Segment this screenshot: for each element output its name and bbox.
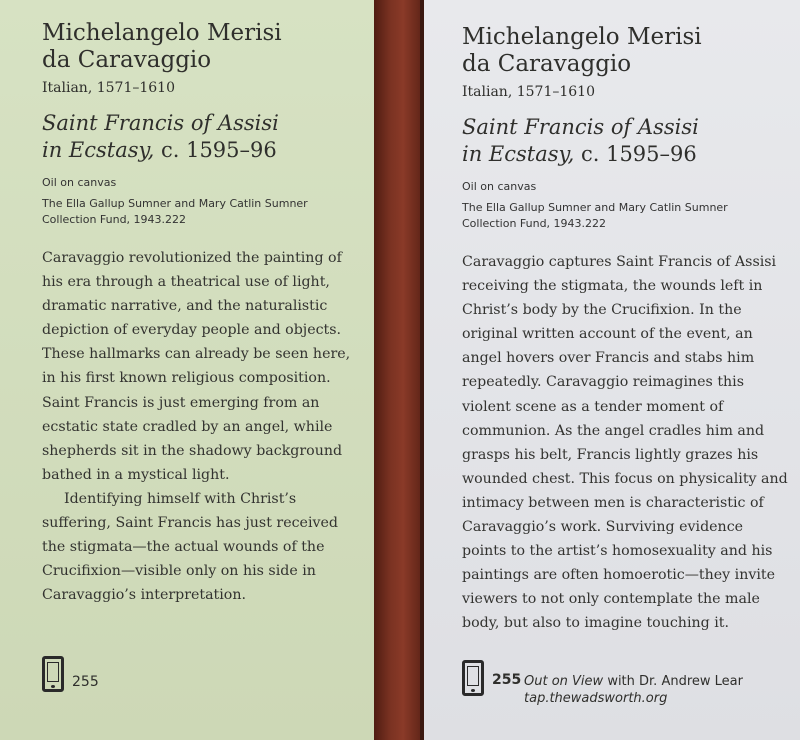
audio-tour-title (524, 672, 743, 691)
title-line-1: Saint Francis of Assisi (462, 115, 699, 139)
audio-tour-url: tap.thewadsworth.org (524, 691, 668, 706)
audio-tour-number: 255 (72, 674, 99, 690)
phone-icon (42, 656, 64, 692)
artist-name (42, 20, 358, 74)
artwork-date: c. 1595–96 (580, 142, 697, 166)
credit-line: The Ella Gallup Sumner and Mary Catlin Sumner Collection Fund, 1943.222 (42, 197, 308, 226)
artwork-medium: Oil on canvas (42, 176, 117, 189)
audio-tour-number: 255 (492, 672, 522, 688)
body-paragraph-1: Caravaggio captures Saint Francis of Assisi receiving the stigmata, the wounds left in Christ’s body by the Crucifixion. In the original written account of the event, an angel hovers over Francis and stabs him repeatedly. Caravaggio reimagines this violent scene as a tender moment of communion. As the angel cradles him and grasps his belt, Francis lightly grazes his wounded chest. This focus on physicality and intimacy between men is characteristic of Caravaggio’s work. Surviving evidence points to the artist’s homosexuality and his paintings are often homoerotic—they invite viewers to not only contemplate the male body, but also to imagine touching it. (462, 254, 788, 632)
tour-title-italic: Out on View (524, 674, 604, 689)
right-wall-label (420, 0, 800, 740)
wall-gap (372, 0, 424, 740)
title-line-2: in Ecstasy, (462, 142, 575, 166)
artist-line-2: da Caravaggio (462, 51, 632, 77)
artist-line-2: da Caravaggio (42, 47, 212, 73)
left-wall-label (0, 0, 374, 740)
artist-line-1: Michelangelo Merisi (42, 20, 282, 46)
title-line-2: in Ecstasy, (42, 138, 155, 162)
phone-icon (462, 660, 484, 696)
body-paragraph-1: Caravaggio revolutionized the painting of his era through a theatrical use of light, dramatic narrative, and the naturalistic depiction of everyday people and objects. These hallmarks can already be seen here, in his first known religious composition. Saint Francis is just emerging from an ecstatic state cradled by an angel, while shepherds sit in the shadowy background bathed in a mystical light. (42, 250, 351, 483)
artwork-date: c. 1595–96 (160, 138, 277, 162)
artwork-title (462, 114, 790, 168)
title-line-1: Saint Francis of Assisi (42, 111, 279, 135)
artwork-medium: Oil on canvas (462, 180, 537, 193)
credit-line: The Ella Gallup Sumner and Mary Catlin Sumner Collection Fund, 1943.222 (462, 201, 728, 230)
tour-title-rest: with Dr. Andrew Lear (607, 674, 743, 689)
artist-name (462, 24, 790, 78)
label-body (42, 246, 358, 607)
artist-line-1: Michelangelo Merisi (462, 24, 702, 50)
artist-nationality: Italian, 1571–1610 (42, 80, 175, 96)
label-body (462, 250, 790, 636)
body-paragraph-2: Identifying himself with Christ’s suffering, Saint Francis has just received the stigmata—the actual wounds of the Crucifixion—visible only on his side in Caravaggio’s interpretation. (42, 490, 338, 604)
artwork-title (42, 110, 358, 164)
artist-nationality: Italian, 1571–1610 (462, 84, 595, 100)
